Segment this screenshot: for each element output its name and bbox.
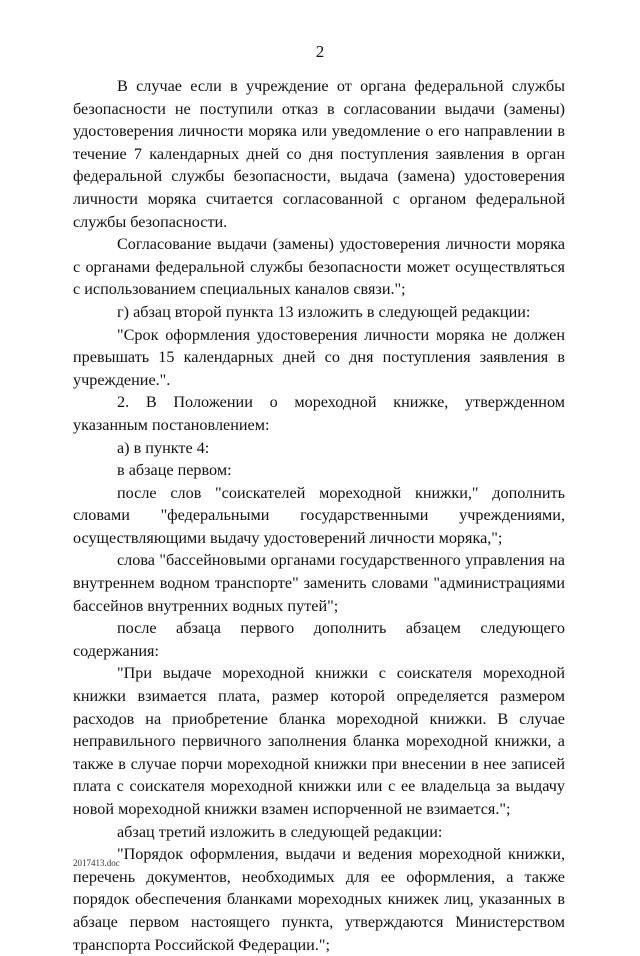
paragraph: 2. В Положении о мореходной книжке, утвержденном указанным постановлением: (73, 393, 565, 434)
paragraph: В случае если в учреждение от органа федеральной службы безопасности не поступили отказ в согласовании выдачи (замены) удостоверения личности моряка или уведомление о его направлении в течение 7 календарных дней со дня поступления заявления в орган федеральной службы безопасности, выдача (замена) удостоверения личности моряка считается согласованной с органом федеральной службы безопасности. (73, 77, 565, 231)
paragraph: слова "бассейновыми органами государственного управления на внутреннем водном транспорте" заменить словами "администрациями бассейнов внутренних водных путей"; (73, 551, 565, 615)
paragraph: г) абзац второй пункта 13 изложить в следующей редакции: (117, 302, 531, 321)
paragraph: "Порядок оформления, выдачи и ведения мореходной книжки, перечень документов, необходимых для ее оформления, а также порядок обеспечения бланками мореходных книжек лиц, указанных в абзаце первом настоящего пункта, утверждаются Министерством транспорта Российской Федерации."; (73, 845, 565, 954)
paragraph: Согласование выдачи (замены) удостоверения личности моряка с органами федеральной службы безопасности может осуществляться с использованием специальных каналов связи."; (73, 235, 565, 299)
paragraph: "Срок оформления удостоверения личности моряка не должен превышать 15 календарных дней со дня поступления заявления в учреждение.". (73, 325, 565, 389)
paragraph: после абзаца первого дополнить абзацем следующего содержания: (73, 619, 565, 660)
paragraph: абзац третий изложить в следующей редакции: (117, 822, 443, 841)
paragraph: "При выдаче мореходной книжки с соискателя мореходной книжки взимается плата, размер которой определяется размером расходов на приобретение бланка мореходной книжки. В случае неправильного первичного заполнения бланка мореходной книжки, а также в случае порчи мореходной книжки при внесении в нее записей плата с соискателя мореходной книжки или с ее владельца за выдачу новой мореходной книжки взамен испорченной не взимается."; (73, 664, 565, 818)
paragraph: в абзаце первом: (117, 461, 232, 480)
paragraph: а) в пункте 4: (117, 438, 210, 457)
document-body (73, 75, 565, 956)
page-number: 2 (315, 42, 325, 61)
file-name-footer: 2017413.doc (73, 858, 120, 868)
paragraph: после слов "соискателей мореходной книжки," дополнить словами "федеральными государственными учреждениями, осуществляющими выдачу удостоверений личности моряка,"; (73, 483, 565, 547)
